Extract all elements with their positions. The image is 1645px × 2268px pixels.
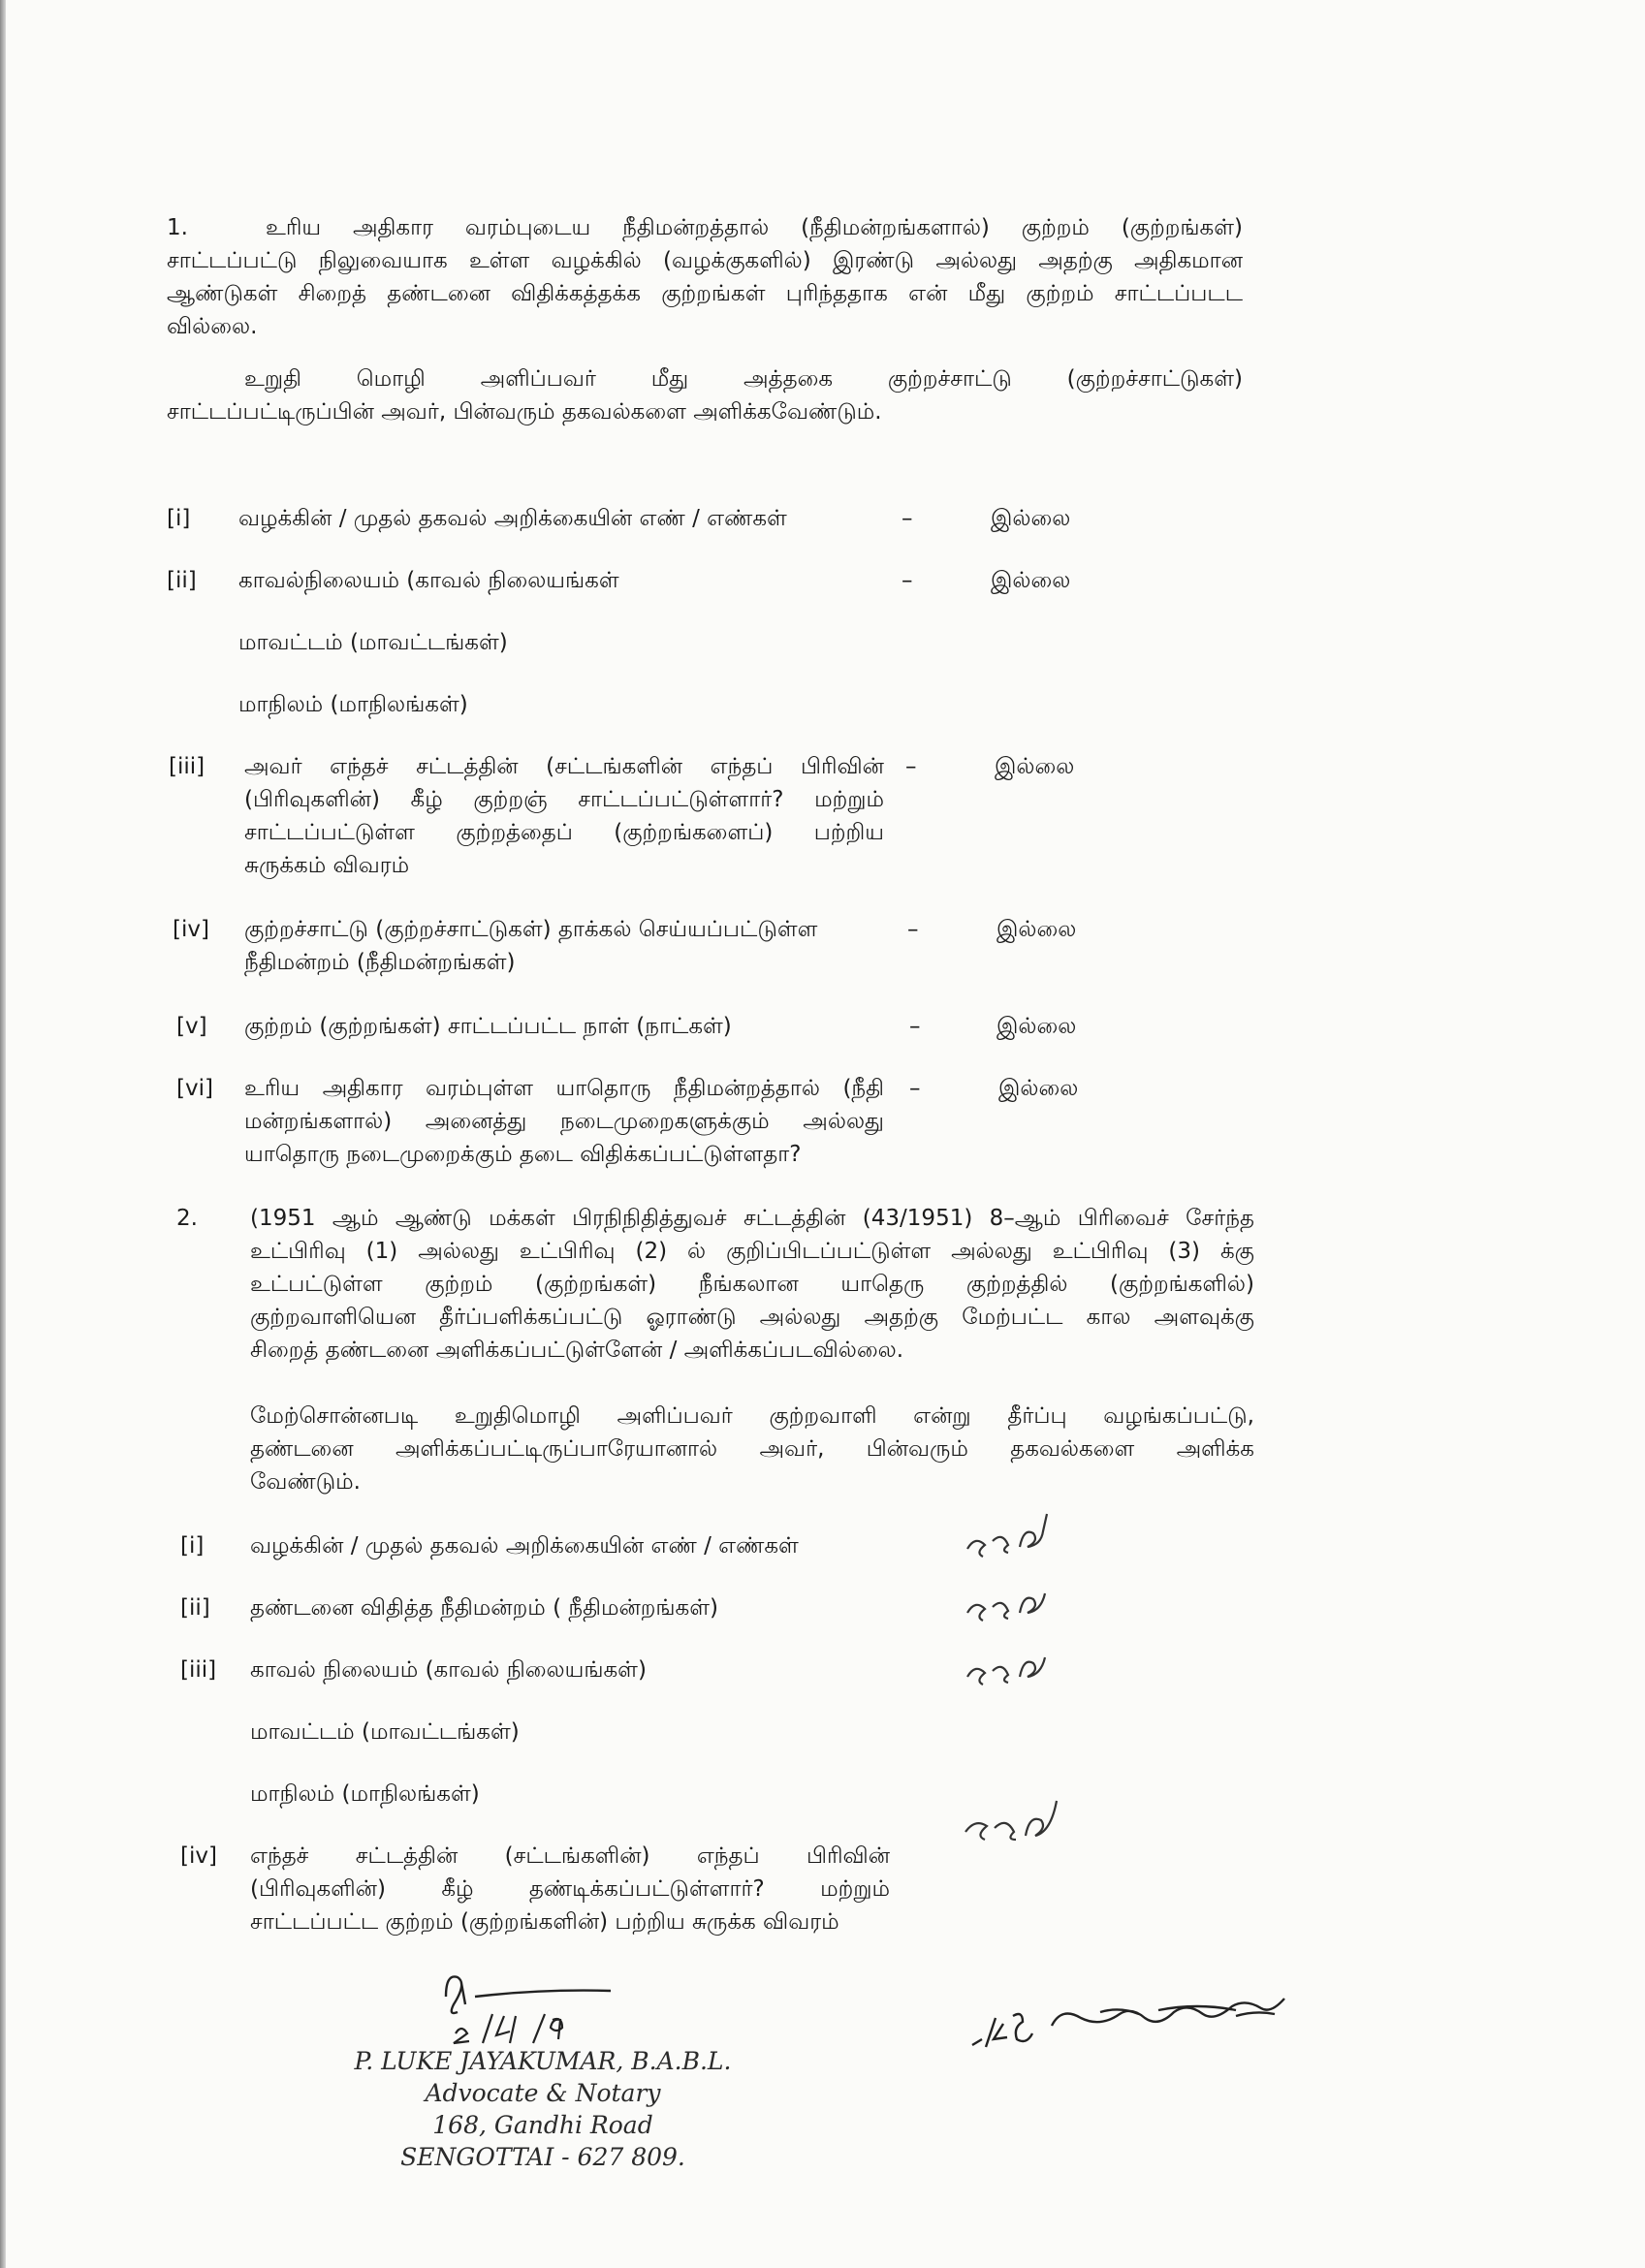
stamp-title: Advocate & Notary (425, 2079, 661, 2107)
item-value: இல்லை (996, 1014, 1077, 1039)
section2-note-line1: மேற்சொன்னபடி உறுதிமொழி அளிப்பவர் குற்றவாளி என்று தீர்ப்பு வழங்கப்பட்டு, (250, 1403, 1254, 1429)
item-label-line: அவர் எந்தச் சட்டத்தின் (சட்டங்களின் எந்தப் பிரிவின் (244, 754, 884, 779)
item-dash: – (907, 917, 919, 942)
item-label: காவல் நிலையம் (காவல் நிலையங்கள்) (250, 1657, 647, 1683)
section1-note-line1: உறுதி மொழி அளிப்பவர் மீது அத்தகை குற்றச்சாட்டு (குற்றச்சாட்டுகள்) (244, 366, 1243, 392)
section2-note-line3: வேண்டும். (250, 1469, 361, 1495)
item-label-line: சாட்டப்பட்டுள்ள குற்றத்தைப் (குற்றங்களைப்) பற்றிய (244, 820, 884, 845)
item-label: வழக்கின் / முதல் தகவல் அறிக்கையின் எண் / எண்கள் (250, 1533, 799, 1559)
item-dash: – (902, 568, 913, 593)
item-sublabel: மாவட்டம் (மாவட்டங்கள்) (250, 1719, 520, 1745)
section2-line2: உட்பிரிவு (1) அல்லது உட்பிரிவு (2) ல் குறிப்பிடப்பட்டுள்ள அல்லது உட்பிரிவு (3) க்கு (250, 1239, 1254, 1264)
item-label: வழக்கின் / முதல் தகவல் அறிக்கையின் எண் / எண்கள் (238, 506, 787, 531)
section2-line5: சிறைத் தண்டனை அளிக்கப்பட்டுள்ளேன் / அளிக்கப்படவில்லை. (250, 1338, 904, 1363)
advocate-stamp (330, 2045, 756, 2173)
section1-note-line2: சாட்டப்பட்டிருப்பின் அவர், பின்வரும் தகவல்களை அளிக்கவேண்டும். (167, 399, 882, 425)
item-label-line: சாட்டப்பட்ட குற்றம் (குற்றங்களின்) பற்றிய சுருக்க விவரம் (250, 1909, 839, 1935)
item-sublabel: மாநிலம் (மாநிலங்கள்) (250, 1781, 480, 1807)
section2-note-line2: தண்டனை அளிக்கப்பட்டிருப்பாரேயானால் அவர், பின்வரும் தகவல்களை அளிக்க (250, 1436, 1254, 1462)
item-number: [vi] (176, 1076, 213, 1101)
item-label-line: (பிரிவுகளின்) கீழ் குற்றஞ் சாட்டப்பட்டுள்ளார்? மற்றும் (244, 787, 884, 812)
item-value: இல்லை (991, 568, 1071, 593)
section1-line1: 1. உரிய அதிகார வரம்புடைய நீதிமன்றத்தால் (நீதிமன்றங்களால்) குற்றம் (குற்றங்கள்) (167, 215, 1243, 240)
item-sublabel: மாநிலம் (மாநிலங்கள்) (238, 692, 468, 717)
item-number: [v] (176, 1014, 207, 1039)
item-label-line: நீதிமன்றம் (நீதிமன்றங்கள்) (244, 950, 516, 975)
item-label-line: யாதொரு நடைமுறைக்கும் தடை விதிக்கப்பட்டுள்ளதா? (244, 1142, 802, 1167)
section1-line4: வில்லை. (167, 314, 258, 339)
item-label-line: எந்தச் சட்டத்தின் (சட்டங்களின்) எந்தப் பிரிவின் (250, 1843, 890, 1869)
item-label-line: சுருக்கம் விவரம் (244, 853, 410, 878)
item-number: [i] (180, 1533, 205, 1559)
item-label-line: உரிய அதிகார வரம்புள்ள யாதொரு நீதிமன்றத்தால் (நீதி (244, 1076, 884, 1101)
item-number: [iv] (173, 917, 209, 942)
item-dash: – (909, 1076, 921, 1101)
item-label: காவல்நிலையம் (காவல் நிலையங்கள் (238, 568, 619, 593)
item-number: [iv] (180, 1843, 217, 1869)
item-label: தண்டனை விதித்த நீதிமன்றம் ( நீதிமன்றங்கள்) (250, 1595, 718, 1621)
advocate-signature (436, 1958, 669, 2055)
stamp-city: SENGOTTAI - 627 809. (400, 2143, 685, 2171)
item-dash: – (902, 506, 913, 531)
item-label: குற்றம் (குற்றங்கள்) சாட்டப்பட்ட நாள் (நாட்கள்) (244, 1014, 732, 1039)
section2-number: 2. (176, 1206, 198, 1231)
stamp-address: 168, Gandhi Road (432, 2111, 653, 2139)
item-sublabel: மாவட்டம் (மாவட்டங்கள்) (238, 630, 508, 655)
item-dash: – (909, 1014, 921, 1039)
handwritten-nil-mark (960, 1793, 1076, 1851)
handwritten-nil-mark (960, 1638, 1066, 1690)
item-label-line: (பிரிவுகளின்) கீழ் தண்டிக்கப்பட்டுள்ளார்? மற்றும் (250, 1876, 890, 1902)
item-value: இல்லை (995, 754, 1075, 779)
item-number: [ii] (180, 1595, 210, 1621)
item-label-line: மன்றங்களால்) அனைத்து நடைமுறைகளுக்கும் அல்லது (244, 1109, 884, 1134)
item-dash: – (905, 754, 917, 779)
item-value: இல்லை (996, 917, 1077, 942)
scan-edge (0, 0, 6, 2268)
handwritten-nil-mark (960, 1512, 1066, 1560)
section2-line1: (1951 ஆம் ஆண்டு மக்கள் பிரநிநிதித்துவச் சட்டத்தின் (43/1951) 8–ஆம் பிரிவைச் சேர்ந்த (250, 1206, 1254, 1231)
item-value: இல்லை (991, 506, 1071, 531)
item-number: [iii] (180, 1657, 217, 1683)
section2-line3: உட்பட்டுள்ள குற்றம் (குற்றங்கள்) நீங்கலான யாதெரு குற்றத்தில் (குற்றங்களில்) (250, 1272, 1254, 1297)
section2-line4: குற்றவாளியென தீர்ப்பளிக்கப்பட்டு ஓராண்டு அல்லது அதற்கு மேற்பட்ட கால அளவுக்கு (250, 1305, 1254, 1330)
item-number: [iii] (169, 754, 206, 779)
stamp-name: P. LUKE JAYAKUMAR, B.A.B.L. (354, 2047, 732, 2075)
handwritten-nil-mark (960, 1574, 1066, 1626)
section1-line2: சாட்டப்பட்டு நிலுவையாக உள்ள வழக்கில் (வழக்குகளில்) இரண்டு அல்லது அதற்கு அதிகமான (167, 248, 1243, 273)
item-label-line: குற்றச்சாட்டு (குற்றச்சாட்டுகள்) தாக்கல் செய்யப்பட்டுள்ள (244, 917, 818, 942)
item-value: இல்லை (998, 1076, 1079, 1101)
section1-line3: ஆண்டுகள் சிறைத் தண்டனை விதிக்கத்தக்க குற்றங்கள் புரிந்ததாக என் மீது குற்றம் சாட்டப்படட (167, 281, 1243, 306)
deponent-signature (965, 1987, 1343, 2064)
item-number: [i] (167, 506, 191, 531)
item-number: [ii] (167, 568, 197, 593)
